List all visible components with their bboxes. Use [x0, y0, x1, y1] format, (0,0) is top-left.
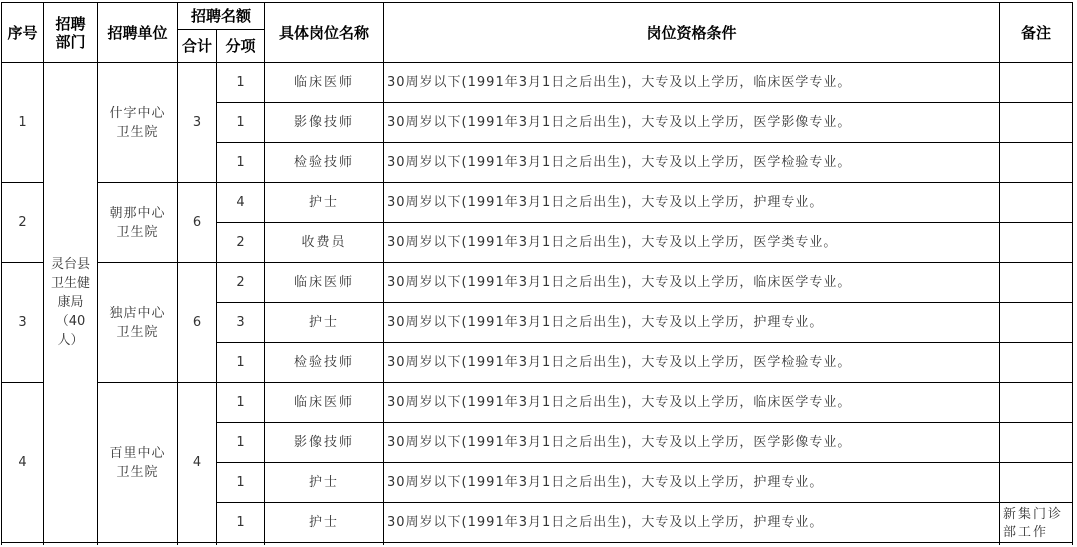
total-cell: 6	[178, 183, 217, 263]
header-total: 合计	[178, 30, 217, 63]
total-cell: 6	[178, 263, 217, 383]
table-row-cut	[2, 543, 1073, 546]
sub-cell: 2	[217, 223, 265, 263]
cut-cell	[44, 543, 98, 546]
sub-cell: 4	[217, 183, 265, 223]
header-sub: 分项	[217, 30, 265, 63]
cond-cell: 30周岁以下(1991年3月1日之后出生)，大专及以上学历，护理专业。	[384, 183, 1000, 223]
post-cell: 临床医师	[265, 63, 384, 103]
post-cell: 影像技师	[265, 103, 384, 143]
cut-cell	[265, 543, 384, 546]
note-cell	[1000, 463, 1073, 503]
header-unit: 招聘单位	[98, 3, 178, 63]
table-row	[2, 183, 1073, 223]
header-post: 具体岗位名称	[265, 3, 384, 63]
note-cell	[1000, 303, 1073, 343]
unit-name: 什字中心卫生院	[109, 105, 166, 140]
cut-cell	[384, 543, 1000, 546]
unit-name: 朝那中心卫生院	[109, 205, 166, 240]
cond-cell: 30周岁以下(1991年3月1日之后出生)，大专及以上学历，医学检验专业。	[384, 343, 1000, 383]
sub-cell: 1	[217, 423, 265, 463]
cond-cell: 30周岁以下(1991年3月1日之后出生)，大专及以上学历，医学检验专业。	[384, 143, 1000, 183]
note-cell	[1000, 63, 1073, 103]
seq-cell: 1	[2, 63, 44, 183]
unit-name: 百里中心卫生院	[109, 445, 166, 480]
cut-cell	[178, 543, 217, 546]
cond-cell: 30周岁以下(1991年3月1日之后出生)，大专及以上学历，临床医学专业。	[384, 63, 1000, 103]
cond-cell: 30周岁以下(1991年3月1日之后出生)，大专及以上学历，医学类专业。	[384, 223, 1000, 263]
cut-cell	[2, 543, 44, 546]
header-quota: 招聘名额	[178, 3, 265, 30]
cut-cell	[98, 543, 178, 546]
cut-cell	[217, 543, 265, 546]
post-cell: 临床医师	[265, 263, 384, 303]
cond-cell: 30周岁以下(1991年3月1日之后出生)，大专及以上学历，医学影像专业。	[384, 103, 1000, 143]
unit-cell	[98, 63, 178, 183]
seq-cell: 3	[2, 263, 44, 383]
cut-cell	[1000, 543, 1073, 546]
header-dept-text: 招聘部门	[55, 14, 86, 51]
sub-cell: 3	[217, 303, 265, 343]
header-dept	[44, 3, 98, 63]
post-cell: 护士	[265, 303, 384, 343]
total-cell: 4	[178, 383, 217, 543]
table-row	[2, 383, 1073, 423]
unit-cell	[98, 383, 178, 543]
sub-cell: 1	[217, 343, 265, 383]
post-cell: 护士	[265, 183, 384, 223]
unit-name: 独店中心卫生院	[109, 305, 166, 340]
sub-cell: 1	[217, 143, 265, 183]
post-cell: 检验技师	[265, 343, 384, 383]
note-cell	[1000, 383, 1073, 423]
cond-cell: 30周岁以下(1991年3月1日之后出生)，大专及以上学历，护理专业。	[384, 303, 1000, 343]
note-cell	[1000, 263, 1073, 303]
note-cell	[1000, 423, 1073, 463]
note-cell	[1000, 223, 1073, 263]
unit-cell	[98, 183, 178, 263]
dept-name: 灵台县卫生健康局（40人）	[50, 257, 90, 348]
post-cell: 影像技师	[265, 423, 384, 463]
post-cell: 临床医师	[265, 383, 384, 423]
sub-cell: 1	[217, 503, 265, 543]
header-note: 备注	[1000, 3, 1073, 63]
cond-cell: 30周岁以下(1991年3月1日之后出生)，大专及以上学历，临床医学专业。	[384, 383, 1000, 423]
cond-cell: 30周岁以下(1991年3月1日之后出生)，大专及以上学历，临床医学专业。	[384, 263, 1000, 303]
recruitment-table	[1, 2, 1073, 545]
cond-cell: 30周岁以下(1991年3月1日之后出生)，大专及以上学历，护理专业。	[384, 503, 1000, 543]
note-cell	[1000, 343, 1073, 383]
total-cell: 3	[178, 63, 217, 183]
post-cell: 护士	[265, 463, 384, 503]
sub-cell: 1	[217, 383, 265, 423]
table-row	[2, 63, 1073, 103]
sub-cell: 1	[217, 103, 265, 143]
post-cell: 收费员	[265, 223, 384, 263]
unit-cell	[98, 263, 178, 383]
sub-cell: 2	[217, 263, 265, 303]
post-cell: 护士	[265, 503, 384, 543]
seq-cell: 2	[2, 183, 44, 263]
header-cond: 岗位资格条件	[384, 3, 1000, 63]
cond-cell: 30周岁以下(1991年3月1日之后出生)，大专及以上学历，医学影像专业。	[384, 423, 1000, 463]
post-cell: 检验技师	[265, 143, 384, 183]
sub-cell: 1	[217, 63, 265, 103]
dept-cell	[44, 63, 98, 543]
header-seq: 序号	[2, 3, 44, 63]
note-cell: 新集门诊部工作	[1000, 503, 1073, 543]
seq-cell: 4	[2, 383, 44, 543]
table-row	[2, 263, 1073, 303]
cond-cell: 30周岁以下(1991年3月1日之后出生)，大专及以上学历，护理专业。	[384, 463, 1000, 503]
note-cell	[1000, 103, 1073, 143]
sub-cell: 1	[217, 463, 265, 503]
note-cell	[1000, 183, 1073, 223]
note-cell	[1000, 143, 1073, 183]
